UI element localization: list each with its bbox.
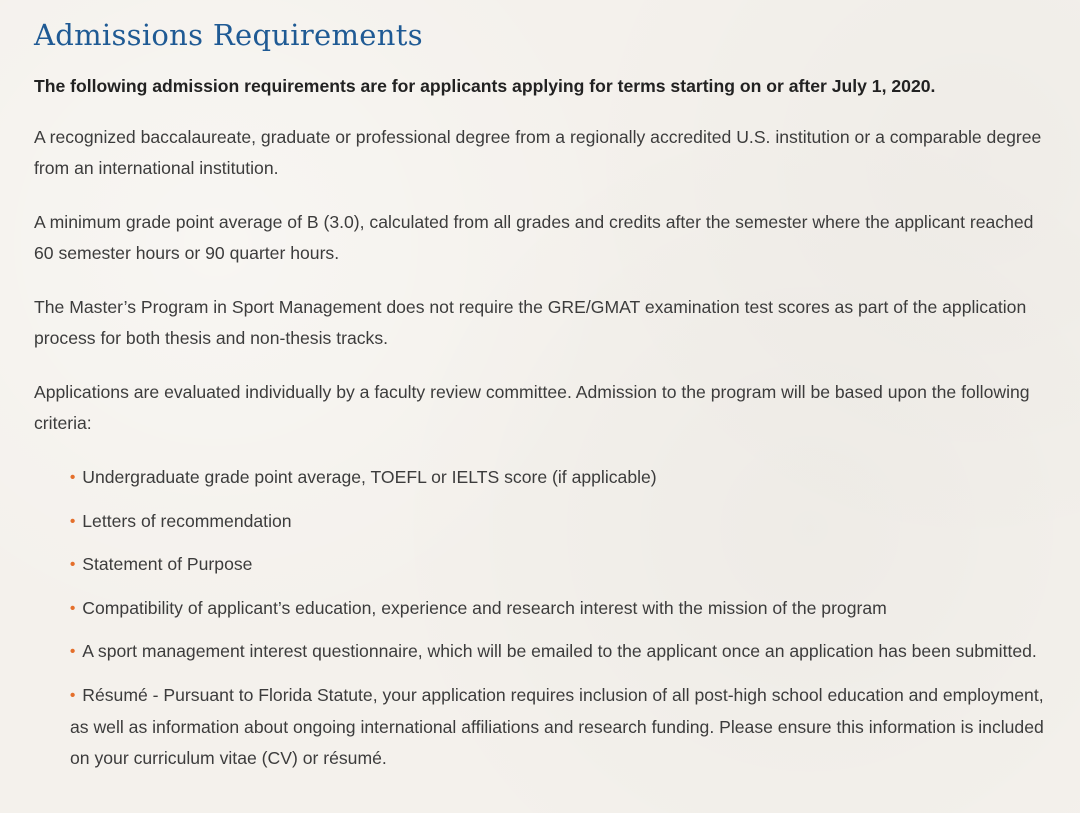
bullet-icon: • [70,556,76,573]
bullet-icon: • [70,469,76,486]
page-title: Admissions Requirements [34,18,423,52]
gpa-requirement: A minimum grade point average of B (3.0), calculated from all grades and credits after the semester where the applicant reached 60 semester hours or 90 quarter hours. [34,212,1034,263]
list-item [70,462,1046,494]
bullet-icon: • [70,512,76,530]
criteria-text: Résumé - Pursuant to Florida Statute, your application requires inclusion of all post-high school education and employment, as well as information about ongoing international affiliations and research funding. Please ensure this information is included on your curriculum vitae (CV) or résumé. [70,684,1044,768]
test-score-policy: The Master’s Program in Sport Management does not require the GRE/GMAT examination test scores as part of the application process for both thesis and non-thesis tracks. [34,297,1027,348]
bullet-icon: • [70,599,76,617]
bullet-icon: • [70,686,76,704]
list-item [70,593,1046,625]
criteria-text: A sport management interest questionnaire, which will be emailed to the applicant once an application has been submitted. [82,641,1037,661]
criteria-list [34,462,1046,774]
degree-requirement: A recognized baccalaureate, graduate or professional degree from a regionally accredited U.S. institution or a comparable degree from an international institution. [34,127,1042,178]
list-item [70,680,1046,774]
list-item [70,506,1046,538]
criteria-text: Undergraduate grade point average, TOEFL or IELTS score (if applicable) [82,467,657,487]
bullet-icon: • [70,643,76,660]
criteria-text: Statement of Purpose [82,554,253,574]
list-item [70,636,1046,668]
list-item [70,549,1046,581]
criteria-text: Letters of recommendation [82,510,292,531]
criteria-text: Compatibility of applicant’s education, experience and research interest with the mission of the program [82,597,887,618]
evaluation-statement: Applications are evaluated individually by a faculty review committee. Admission to the program will be based upon the following criteria: [34,382,1030,433]
intro-statement: The following admission requirements are for applicants applying for terms starting on or after July 1, 2020. [34,76,936,96]
